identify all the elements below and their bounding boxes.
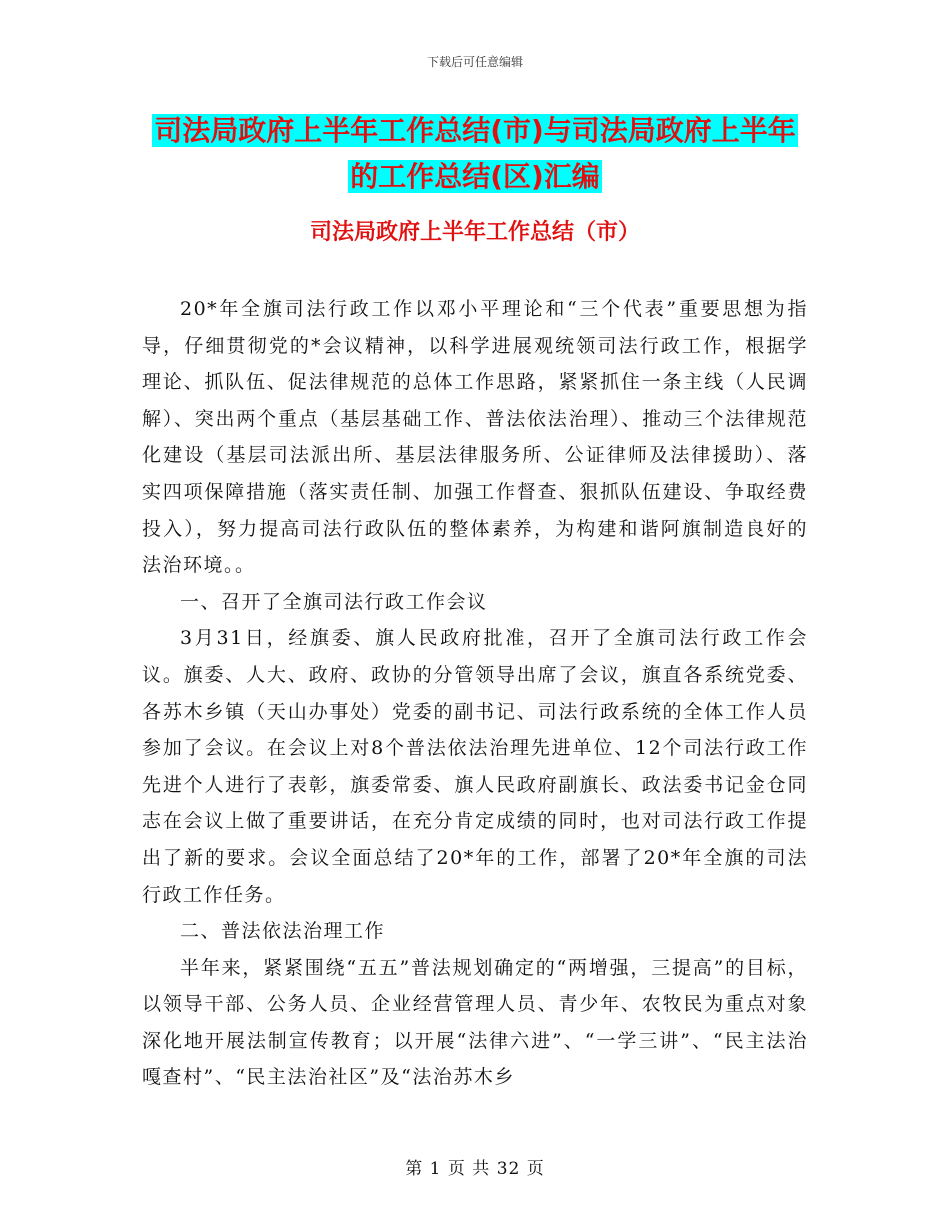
heading-legal-governance: 二、普法依法治理工作 [180,920,386,943]
page-number: 第 1 页 共 32 页 [405,1159,545,1179]
paragraph-meeting: 3月31日，经旗委、旗人民政府批准，召开了全旗司法行政工作会议。旗委、人大、政府、政协的分管领导出席了会议，旗直各系统党委、各苏木乡镇（天山办事处）党委的副书记、司法行政系统的全体工作人员参加了会议。在会议上对8个普法依法治理先进单位、12个司法行政工作先进个人进行了表彰，旗委常委、旗人民政府副旗长、政法委书记金仓同志在会议上做了重要讲话，在充分肯定成绩的同时，也对司法行政工作提出了新的要求。会议全面总结了20*年的工作，部署了20*年全旗的司法行政工作任务。 [142,627,808,906]
document-body [142,291,808,1096]
document-title-line-2: 的工作总结(区)汇编 [350,160,600,193]
header-note: 下载后可任意编辑 [426,55,523,69]
paragraph-intro: 20*年全旗司法行政工作以邓小平理论和“三个代表”重要思想为指导，仔细贯彻党的*会议精神，以科学进展观统领司法行政工作，根据学理论、抓队伍、促法律规范的总体工作思路，紧紧抓住一条主线（人民调解）、突出两个重点（基层基础工作、普法依法治理）、推动三个法律规范化建设（基层司法派出所、基层法律服务所、公证律师及法律援助）、落实四项保障措施（落实责任制、加强工作督查、狠抓队伍建设、争取经费投入），努力提高司法行政队伍的整体素养，为构建和谐阿旗制造良好的法治环境。。 [142,298,808,577]
document-title [0,108,950,200]
paragraph-legal-governance: 半年来，紧紧围绕“五五”普法规划确定的“两增强，三提高”的目标，以领导干部、公务人员、企业经营管理人员、青少年、农牧民为重点对象深化地开展法制宣传教育；以开展“法律六进”、“一学三讲”、“民主法治嘎查村”、“民主法治社区”及“法治苏木乡 [142,956,808,1089]
document-title-line-1: 司法局政府上半年工作总结(市)与司法局政府上半年 [154,114,796,147]
heading-meeting: 一、召开了全旗司法行政工作会议 [180,590,488,613]
section-title: 司法局政府上半年工作总结（市） [309,220,640,245]
